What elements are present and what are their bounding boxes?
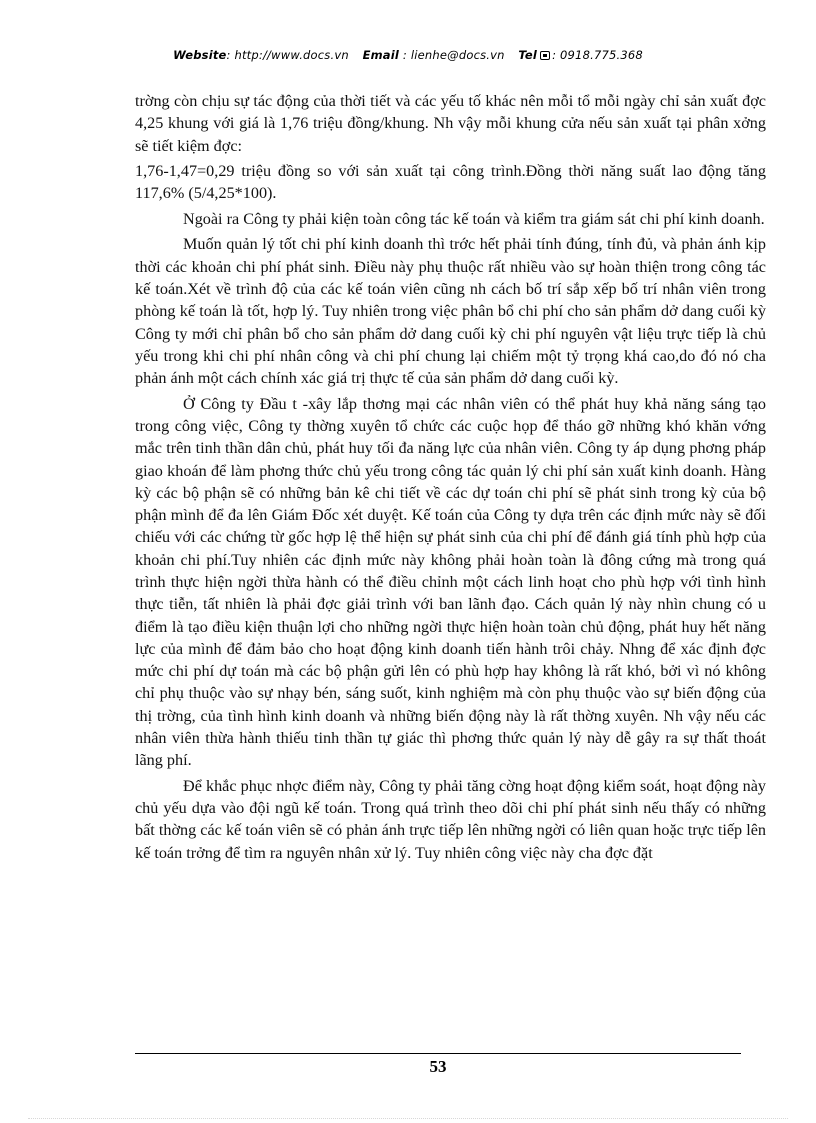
paragraph-6: Để khắc phục nhợc điểm này, Công ty phải tăng cờng hoạt động kiểm soát, hoạt động này chủ yếu dựa vào đội ngũ kế toán. Trong quá trình theo dõi chi phí phát sinh nếu thấy có những bất thờng các kế toán viên sẽ có phản ánh trực tiếp lên những ngời có liên quan hoặc trực tiếp lên kế toán trởng để tìm ra nguyên nhân xử lý. Tuy nhiên công việc này cha đợc đặt bbox=[135, 776, 766, 862]
page-bottom-border bbox=[28, 1118, 788, 1119]
footer-divider bbox=[135, 1053, 741, 1054]
paragraph-5: Ở Công ty Đầu t -xây lắp thơng mại các nhân viên có thể phát huy khả năng sáng tạo trong công việc, Công ty thờng xuyên tổ chức các cuộc họp để tháo gỡ những khó khăn vớng mắc trên tinh thần dân chủ, phát huy tối đa năng lực của nhân viên. Công ty áp dụng phơng pháp giao khoán để làm phơng thức chủ yếu trong công tác quản lý chi phí sản xuất kinh doanh. Hàng kỳ các bộ phận sẽ có những bản kê chi tiết về các dự toán chi phí sẽ phát sinh trong kỳ của bộ phận mình để đa lên Giám Đốc xét duyệt. Kế toán của Công ty dựa trên các định mức này sẽ đối chiếu với các chứng từ gốc hợp lệ thể hiện sự phát sinh của chi phí để đánh giá tính phù hợp của khoản chi phí.Tuy nhiên các định mức này không phải hoàn toàn là đông cứng mà trong quá trình thực hiện ngời thừa hành có thể điều chỉnh một cách linh hoạt cho phù hợp với tình hình thực tiễn, tất nhiên là phải đợc giải trình với ban lãnh đạo. Cách quản lý này nhìn chung có u điểm là tạo điều kiện thuận lợi cho những ngời thực hiện hoàn toàn chủ động, phát huy hết năng lực của mình để đảm bảo cho hoạt động kinh doanh tiến hành trôi chảy. Nhng để xác định đợc mức chi phí dự toán mà các bộ phận gửi lên có phù hợp hay không là rất khó, bởi vì nó không chỉ phụ thuộc vào sự nhạy bén, sáng suốt, kinh nghiệm mà còn phụ thuộc vào sự biến động của thị trờng, của tình hình kinh doanh và những biến động này là rất thờng xuyên. Nh vậy nếu các nhân viên thừa hành thiếu tinh thần tự giác thì phơng thức quản lý này dễ gây ra sự thất thoát lãng phí. bbox=[135, 394, 766, 770]
phone-icon bbox=[540, 51, 550, 60]
page-header bbox=[0, 48, 816, 62]
paragraph-3: Ngoài ra Công ty phải kiện toàn công tác kế toán và kiểm tra giám sát chi phí kinh doanh. bbox=[183, 209, 765, 228]
paragraph-2: 1,76-1,47=0,29 triệu đồng so với sản xuất tại công trình.Đồng thời năng suất lao động tăng 117,6% (5/4,25*100). bbox=[135, 162, 766, 203]
tel-label: Tel bbox=[518, 48, 538, 62]
email-address: : lienhe@docs.vn bbox=[402, 48, 505, 62]
website-url: : http://www.docs.vn bbox=[226, 48, 349, 62]
email-label: Email bbox=[362, 48, 400, 62]
website-label: Website bbox=[173, 48, 227, 62]
page-number: 53 bbox=[429, 1057, 447, 1076]
tel-number: : 0918.775.368 bbox=[552, 48, 643, 62]
paragraph-1: trờng còn chịu sự tác động của thời tiết và các yếu tố khác nên mỗi tổ mỗi ngày chỉ sản xuất đợc 4,25 khung với giá là 1,76 triệu đồng/khung. Nh vậy mỗi khung cửa nếu sản xuất tại phân xởng sẽ tiết kiệm đợc: bbox=[135, 92, 766, 155]
paragraph-4: Muốn quản lý tốt chi phí kinh doanh thì trớc hết phải tính đúng, tính đủ, và phản ánh kịp thời các khoản chi phí phát sinh. Điều này phụ thuộc rất nhiều vào sự hoàn thiện trong công tác kế toán.Xét về trình độ của các kế toán viên cũng nh cách bố trí sắp xếp bố trí nhân viên trong phòng kế toán là tốt, hợp lý. Tuy nhiên trong việc phân bổ chi phí cho sản phẩm dở dang cuối kỳ Công ty mới chỉ phân bổ cho sản phẩm dở dang cuối kỳ chi phí nguyên vật liệu trực tiếp là chủ yếu trong khi chi phí nhân công và chi phí chung lại chiếm một tỷ trọng khá cao,do đó nó cha phản ánh một cách chính xác giá trị thực tế của sản phẩm dở dang cuối kỳ. bbox=[135, 235, 766, 388]
body-text bbox=[135, 90, 766, 867]
